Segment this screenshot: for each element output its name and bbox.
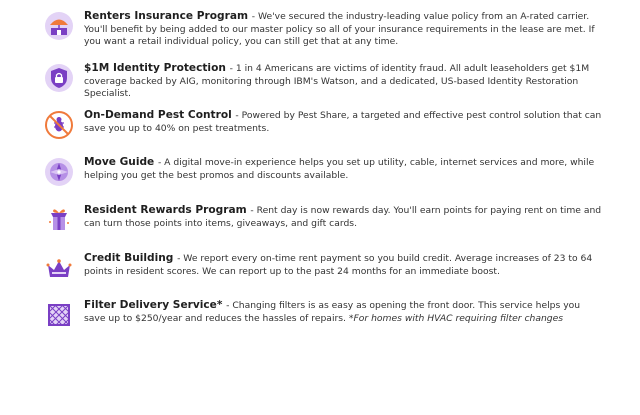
feature-footnote: *For homes with HVAC requiring filter changes bbox=[348, 312, 564, 324]
feature-text bbox=[84, 10, 604, 49]
feature-filter-delivery bbox=[44, 299, 604, 330]
feature-move-guide bbox=[44, 156, 604, 187]
feature-description: - Changing filters is as easy as opening the front door. This service helps you save up to $250/year and reduces the hassles of repairs. bbox=[84, 300, 581, 324]
feature-description: - Rent day is now rewards day. You'll earn points for paying rent on time and can turn those points into items, giveaways, and gift cards. bbox=[84, 205, 602, 229]
feature-pest-control bbox=[44, 109, 604, 140]
feature-text bbox=[84, 252, 604, 278]
feature-text bbox=[84, 109, 604, 135]
feature-description: - We've secured the industry-leading value policy from an A-rated carrier. You'll benefit by being added to our master policy so all of your insurance requirements in the lease are met. If you want a retail individual policy, you can still get that at any time. bbox=[84, 11, 595, 48]
no-bug-icon bbox=[44, 110, 74, 140]
feature-title: Renters Insurance Program bbox=[84, 10, 252, 22]
feature-title: Filter Delivery Service* bbox=[84, 299, 227, 311]
feature-description: - We report every on-time rent payment so you build credit. Average increases of 23 to 64 points in resident scores. We can report up to the past 24 months for an immediate boost. bbox=[84, 253, 593, 277]
feature-title: Credit Building bbox=[84, 252, 178, 264]
feature-text bbox=[84, 204, 604, 230]
feature-title: Move Guide bbox=[84, 156, 158, 168]
feature-title: Resident Rewards Program bbox=[84, 204, 251, 216]
feature-text bbox=[84, 299, 604, 325]
feature-description: - 1 in 4 Americans are victims of identity fraud. All adult leaseholders get $1M coverage backed by AIG, monitoring through IBM's Watson, and a dedicated, US-based Identity Restoration Specialist. bbox=[84, 63, 590, 100]
gift-icon bbox=[44, 205, 74, 235]
umbrella-house-icon bbox=[44, 11, 74, 41]
feature-title: On-Demand Pest Control bbox=[84, 109, 236, 121]
feature-credit-building bbox=[44, 252, 604, 283]
compass-icon bbox=[44, 157, 74, 187]
credit-crown-icon bbox=[44, 253, 74, 283]
feature-description: - Powered by Pest Share, a targeted and effective pest control solution that can save you up to 40% on pest treatments. bbox=[84, 110, 602, 134]
feature-identity-protection bbox=[44, 62, 604, 101]
feature-renters-insurance bbox=[44, 10, 604, 49]
shield-lock-icon bbox=[44, 63, 74, 93]
feature-text bbox=[84, 62, 604, 101]
air-filter-icon bbox=[44, 300, 74, 330]
feature-title: $1M Identity Protection bbox=[84, 62, 230, 74]
feature-resident-rewards bbox=[44, 204, 604, 235]
feature-text bbox=[84, 156, 604, 182]
feature-description: - A digital move-in experience helps you set up utility, cable, internet services and more, while helping you get the best promos and discounts available. bbox=[84, 157, 595, 181]
